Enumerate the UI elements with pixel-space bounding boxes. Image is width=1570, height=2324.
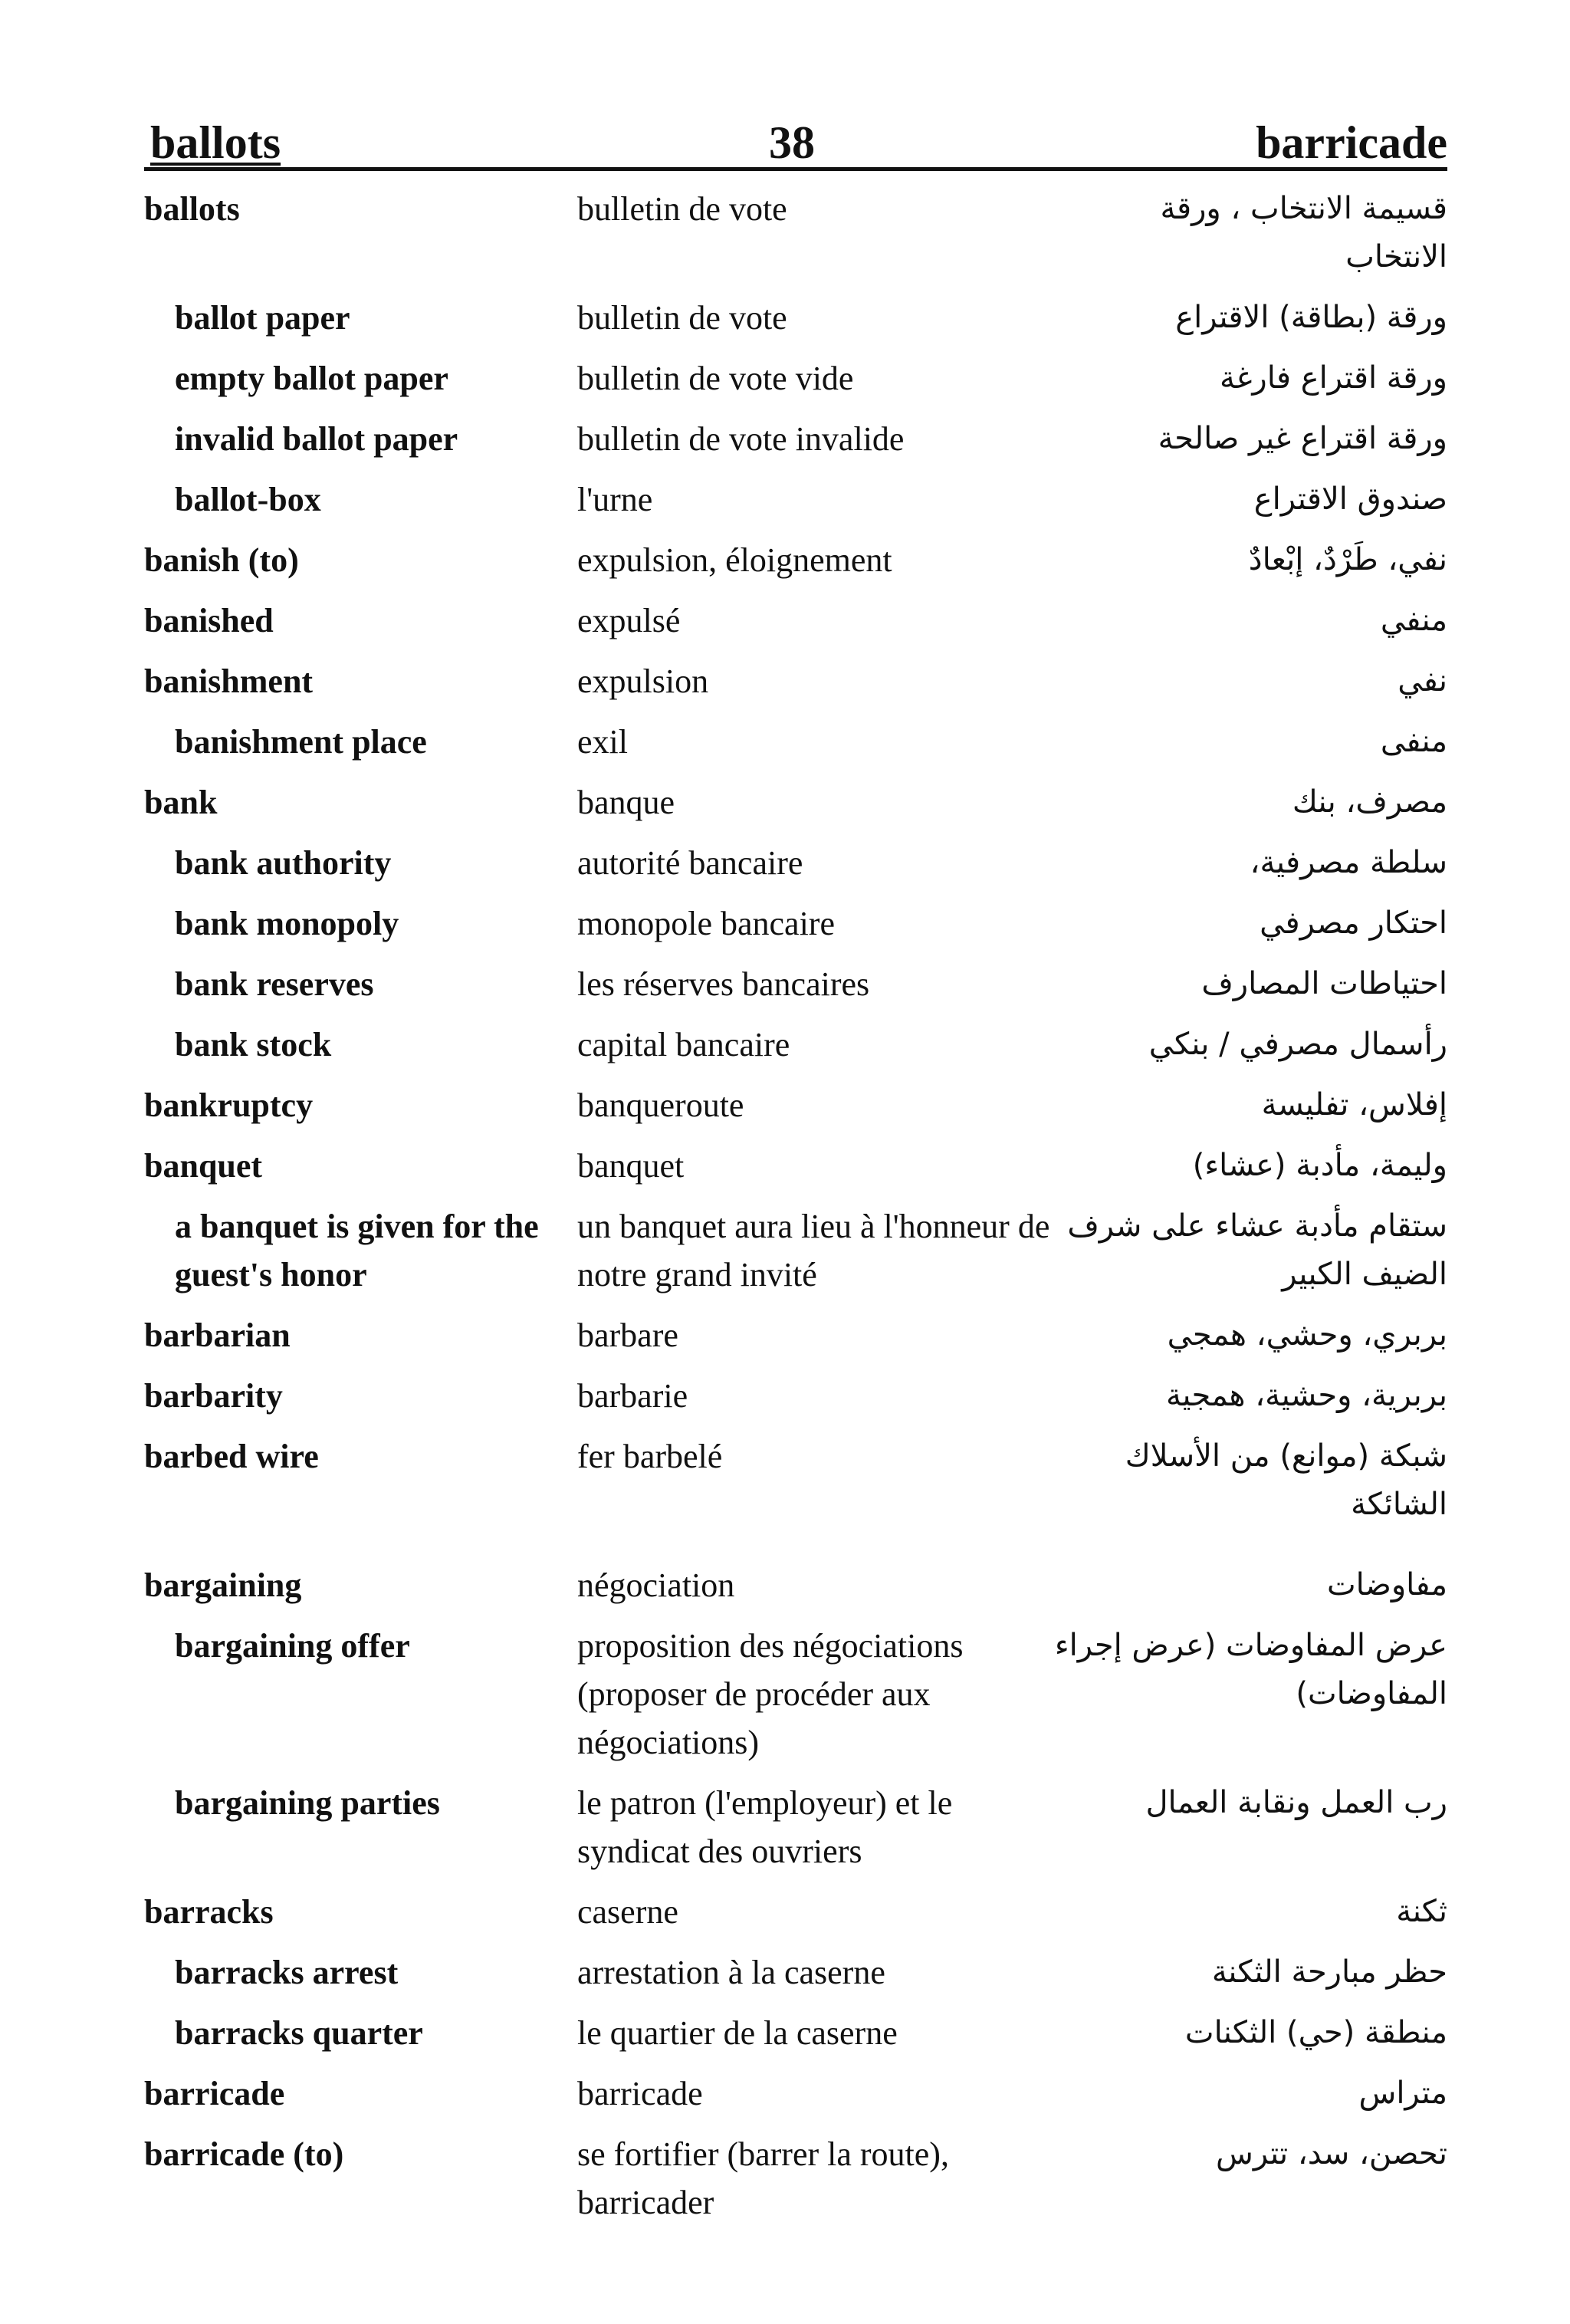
entry-arabic-translation: قسيمة الانتخاب ، ورقة الانتخاب (1160, 191, 1447, 274)
entry-french-translation: un banquet aura lieu à l'honneur de notre grand invité (577, 1208, 1050, 1293)
entry-arabic-translation: ورقة اقتراع غير صالحة (1158, 421, 1447, 456)
entry-arabic-translation: نفي (1398, 663, 1447, 699)
dictionary-entry (144, 833, 1447, 893)
entry-english-term: banish (to) (144, 541, 299, 579)
dictionary-entry (144, 2003, 1447, 2063)
dictionary-entry (144, 954, 1447, 1014)
entry-french-translation: banquet (577, 1147, 685, 1185)
entry-english-term: barracks (144, 1893, 274, 1931)
dictionary-entry (144, 893, 1447, 954)
dictionary-entry (144, 1616, 1447, 1773)
entry-arabic-translation: بربري، وحشي، همجي (1167, 1317, 1447, 1353)
entry-arabic-translation: مصرف، بنك (1292, 784, 1447, 820)
dictionary-entry (144, 348, 1447, 409)
entry-english-term: barricade (to) (144, 2135, 344, 2173)
entry-english-term: ballot paper (175, 299, 350, 337)
entry-arabic-translation: رأسمال مصرفي / بنكي (1148, 1027, 1447, 1062)
entry-english-term: bargaining parties (175, 1784, 440, 1822)
entry-arabic-translation: احتياطات المصارف (1201, 966, 1447, 1001)
entry-french-translation: expulsé (577, 602, 681, 639)
dictionary-entry (144, 1555, 1447, 1616)
entry-english-term: barbed wire (144, 1438, 319, 1475)
entry-english-term: barbarian (144, 1316, 291, 1354)
entry-french-translation: bulletin de vote (577, 299, 787, 337)
entry-french-translation: bulletin de vote (577, 190, 787, 228)
entry-english-term: banishment (144, 662, 314, 700)
dictionary-entry (144, 651, 1447, 712)
entry-arabic-translation: منفى (1380, 724, 1447, 759)
entry-english-term: a banquet is given for the guest's honor (175, 1208, 539, 1293)
entry-english-term: banishment place (175, 723, 427, 761)
entry-english-term: barbarity (144, 1377, 283, 1415)
entry-french-translation: proposition des négociations (proposer de procéder aux négociations) (577, 1627, 964, 1761)
dictionary-entry (144, 1366, 1447, 1426)
entry-arabic-translation: عرض المفاوضات (عرض إجراء المفاوضات) (1054, 1628, 1447, 1711)
dictionary-entry (144, 1882, 1447, 1942)
entry-english-term: banished (144, 602, 274, 639)
entry-french-translation: arrestation à la caserne (577, 1954, 885, 1991)
entry-english-term: bankruptcy (144, 1086, 314, 1124)
entry-french-translation: les réserves bancaires (577, 965, 870, 1003)
entry-french-translation: l'urne (577, 481, 653, 518)
entry-french-translation: expulsion (577, 662, 709, 700)
dictionary-entry (144, 1014, 1447, 1075)
dictionary-entry (144, 1773, 1447, 1882)
header-last-word: barricade (1256, 117, 1447, 168)
dictionary-entry (144, 179, 1447, 288)
entry-arabic-translation: بربرية، وحشية، همجية (1165, 1378, 1447, 1413)
entry-english-term: bank reserves (175, 965, 374, 1003)
entry-french-translation: fer barbelé (577, 1438, 723, 1475)
dictionary-entry (144, 1426, 1447, 1535)
entry-english-term: bank (144, 784, 218, 821)
entry-french-translation: le quartier de la caserne (577, 2014, 898, 2052)
entry-french-translation: exil (577, 723, 628, 761)
entry-french-translation: bulletin de vote vide (577, 360, 854, 397)
entry-french-translation: négociation (577, 1566, 735, 1604)
entry-french-translation: bulletin de vote invalide (577, 420, 905, 458)
page-header (144, 106, 1447, 171)
entry-french-translation: capital bancaire (577, 1026, 790, 1063)
entry-arabic-translation: نفي، طَرْدٌ، إبْعادٌ (1248, 542, 1447, 577)
entry-english-term: barricade (144, 2075, 285, 2112)
dictionary-entry (144, 469, 1447, 530)
header-first-word: ballots (150, 117, 281, 168)
entry-english-term: ballots (144, 190, 240, 228)
entry-arabic-translation: منفي (1380, 603, 1447, 638)
entry-english-term: empty ballot paper (175, 360, 448, 397)
entry-arabic-translation: ثكنة (1396, 1894, 1447, 1929)
dictionary-entry (144, 1075, 1447, 1136)
entry-arabic-translation: رب العمل ونقابة العمال (1145, 1785, 1447, 1820)
entry-arabic-translation: متراس (1358, 2076, 1447, 2111)
dictionary-entry (144, 288, 1447, 348)
entry-arabic-translation: ورقة اقتراع فارغة (1220, 360, 1447, 396)
entry-arabic-translation: حظر مبارحة الثكنة (1211, 1954, 1447, 1990)
entry-french-translation: monopole bancaire (577, 905, 835, 942)
dictionary-page (144, 106, 1447, 2233)
entry-arabic-translation: وليمة، مأدبة (عشاء) (1192, 1148, 1447, 1183)
dictionary-entry (144, 590, 1447, 651)
dictionary-entry (144, 712, 1447, 772)
entry-english-term: bank authority (175, 844, 392, 882)
entry-arabic-translation: سلطة مصرفية، (1250, 845, 1447, 880)
dictionary-entry (144, 2063, 1447, 2124)
entry-english-term: barracks quarter (175, 2014, 423, 2052)
entry-list (144, 179, 1447, 2233)
entry-french-translation: autorité bancaire (577, 844, 803, 882)
entry-french-translation: barbarie (577, 1377, 688, 1415)
dictionary-entry (144, 1196, 1447, 1305)
entry-arabic-translation: إفلاس، تفليسة (1261, 1087, 1447, 1123)
entry-arabic-translation: ورقة (بطاقة) الاقتراع (1175, 300, 1447, 335)
entry-english-term: bargaining offer (175, 1627, 410, 1665)
entry-french-translation: barricade (577, 2075, 703, 2112)
entry-english-term: bank monopoly (175, 905, 399, 942)
dictionary-entry (144, 1305, 1447, 1366)
entry-english-term: bank stock (175, 1026, 332, 1063)
dictionary-entry (144, 772, 1447, 833)
page-number: 38 (769, 117, 815, 168)
entry-french-translation: banque (577, 784, 675, 821)
entry-arabic-translation: شبكة (موانع) من الأسلاك الشائكة (1125, 1438, 1447, 1522)
entry-french-translation: barbare (577, 1316, 678, 1354)
entry-french-translation: le patron (l'employeur) et le syndicat des ouvriers (577, 1784, 953, 1870)
dictionary-entry (144, 409, 1447, 469)
entry-arabic-translation: منطقة (حي) الثكنات (1184, 2015, 1447, 2050)
entry-english-term: barracks arrest (175, 1954, 399, 1991)
entry-arabic-translation: صندوق الاقتراع (1253, 482, 1447, 517)
dictionary-entry (144, 530, 1447, 590)
entry-french-translation: caserne (577, 1893, 678, 1931)
dictionary-entry (144, 2124, 1447, 2233)
dictionary-entry (144, 1136, 1447, 1196)
entry-french-translation: banqueroute (577, 1086, 744, 1124)
entry-english-term: ballot-box (175, 481, 321, 518)
entry-french-translation: se fortifier (barrer la route), barricader (577, 2135, 949, 2221)
entry-arabic-translation: تحصن، سد، تترس (1216, 2136, 1447, 2171)
entry-french-translation: expulsion, éloignement (577, 541, 892, 579)
entry-arabic-translation: ستقام مأدبة عشاء على شرف الضيف الكبير (1067, 1208, 1447, 1292)
entry-english-term: banquet (144, 1147, 263, 1185)
entry-arabic-translation: مفاوضات (1327, 1567, 1447, 1602)
entry-english-term: bargaining (144, 1566, 302, 1604)
entry-arabic-translation: احتكار مصرفي (1260, 906, 1447, 941)
dictionary-entry (144, 1942, 1447, 2003)
entry-english-term: invalid ballot paper (175, 420, 458, 458)
